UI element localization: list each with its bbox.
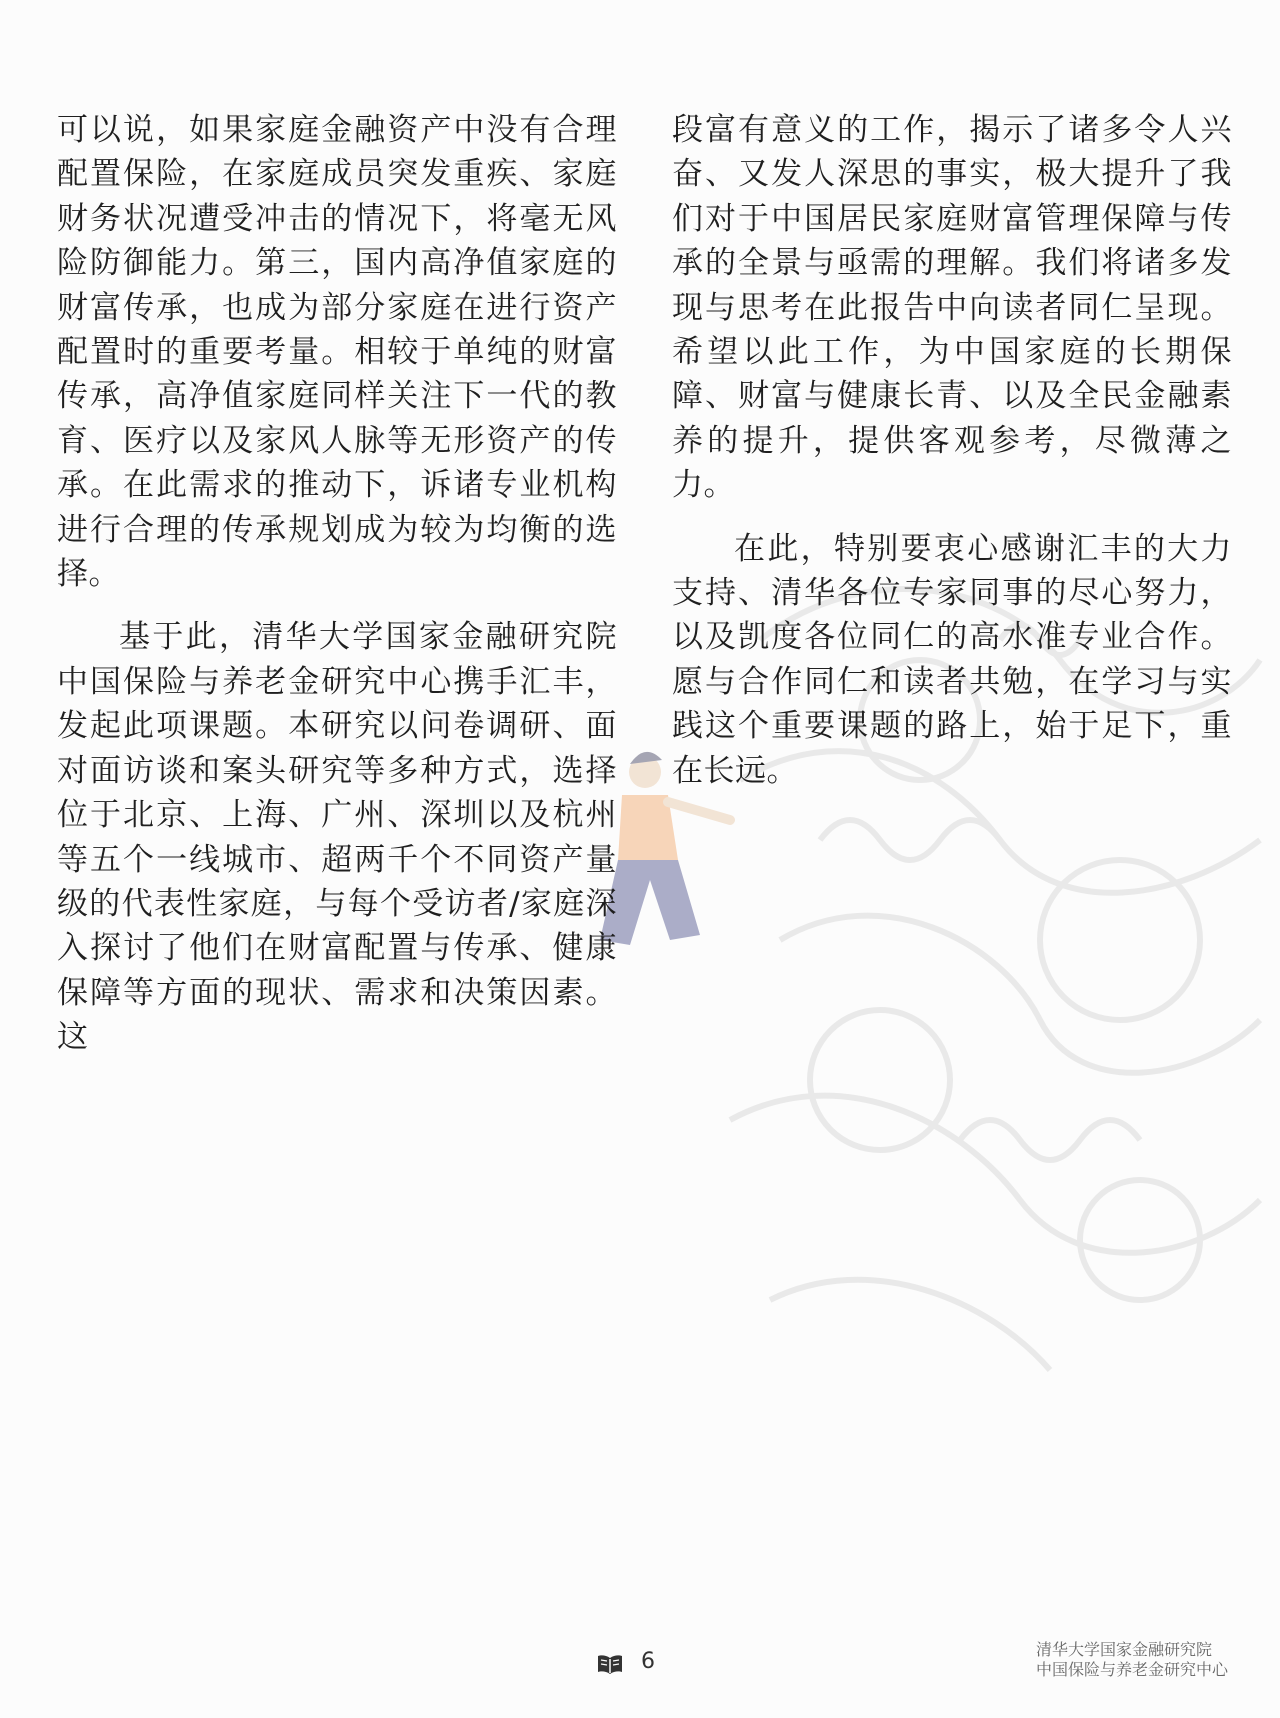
open-book-icon	[597, 1653, 623, 1675]
footer-org-line: 清华大学国家金融研究院	[1035, 1640, 1212, 1659]
footer-org-line: 中国保险与养老金研究中心	[1035, 1660, 1228, 1679]
right-text-column	[672, 108, 1232, 812]
body-paragraph: 基于此，清华大学国家金融研究院中国保险与养老金研究中心携手汇丰，发起此项课题。本研究以问卷调研、面对面访谈和案头研究等多种方式，选择位于北京、上海、广州、深圳以及杭州等五个一线城市、超两千个不同资产量级的代表性家庭，与每个受访者/家庭深入探讨了他们在财富配置与传承、健康保障等方面的现状、需求和决策因素。这	[57, 619, 617, 1056]
body-paragraph: 在此，特别要衷心感谢汇丰的大力支持、清华各位专家同事的尽心努力，以及凯度各位同仁的高水准专业合作。愿与合作同仁和读者共勉，在学习与实践这个重要课题的路上，始于足下，重在长远。	[672, 530, 1232, 789]
page-number: 6	[641, 1649, 655, 1674]
left-text-column	[57, 108, 617, 1079]
body-paragraph: 可以说，如果家庭金融资产中没有合理配置保险，在家庭成员突发重疾、家庭财务状况遭受冲击的情况下，将毫无风险防御能力。第三，国内高净值家庭的财富传承，也成为部分家庭在进行资产配置时的重要考量。相较于单纯的财富传承，高净值家庭同样关注下一代的教育、医疗以及家风人脉等无形资产的传承。在此需求的推动下，诉诸专业机构进行合理的传承规划成为较为均衡的选择。	[57, 112, 617, 593]
body-paragraph: 段富有意义的工作，揭示了诸多令人兴奋、又发人深思的事实，极大提升了我们对于中国居民家庭财富管理保障与传承的全景与亟需的理解。我们将诸多发现与思考在此报告中向读者同仁呈现。希望以此工作，为中国家庭的长期保障、财富与健康长青、以及全民金融素养的提升，提供客观参考，尽微薄之力。	[672, 112, 1232, 504]
footer-organization	[1036, 1640, 1228, 1680]
